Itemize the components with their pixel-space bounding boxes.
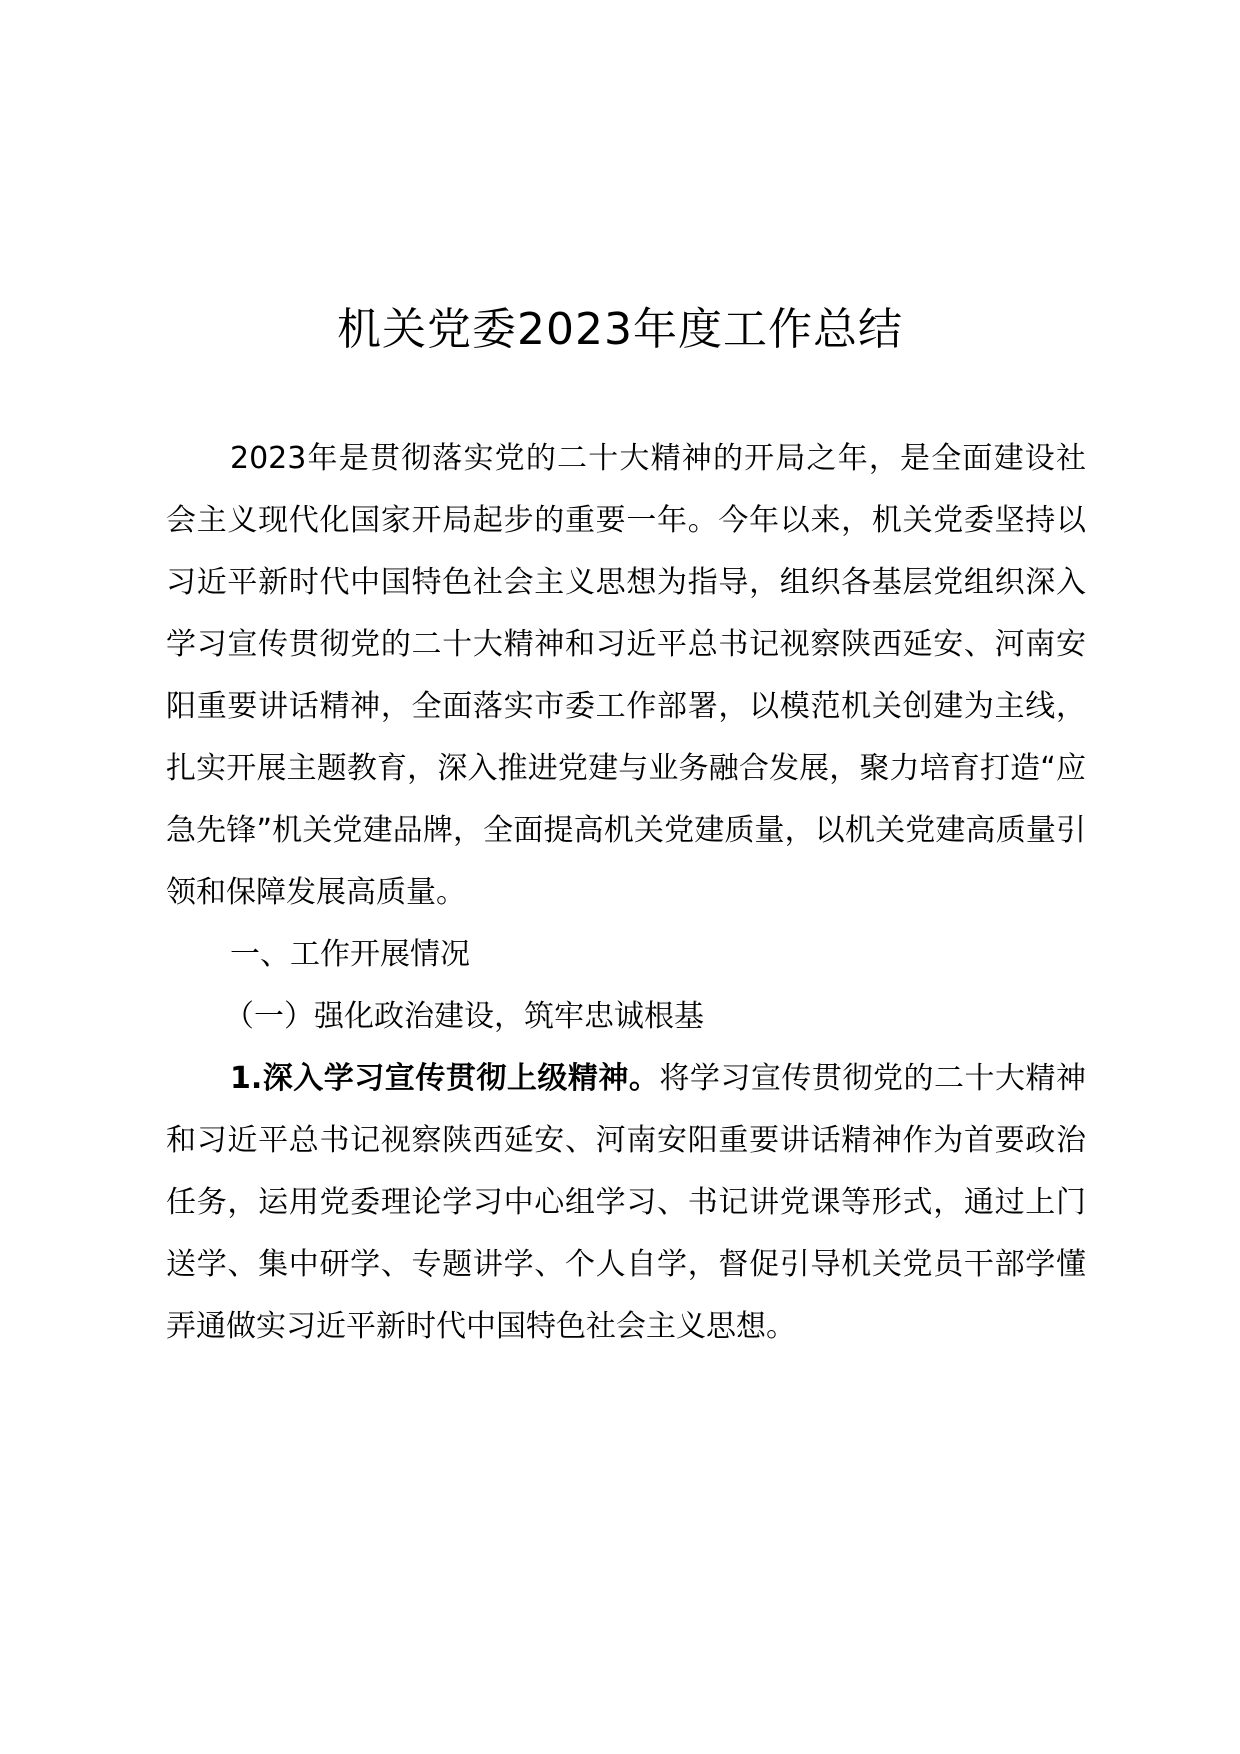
intro-paragraph: 2023年是贯彻落实党的二十大精神的开局之年，是全面建设社会主义现代化国家开局起步的重要一年。今年以来，机关党委坚持以习近平新时代中国特色社会主义思想为指导，组织各基层党组织深入学习宣传贯彻党的二十大精神和习近平总书记视察陕西延安、河南安阳重要讲话精神，全面落实市委工作部署，以模范机关创建为主线，扎实开展主题教育，深入推进党建与业务融合发展，聚力培育打造“应急先锋”机关党建品牌，全面提高机关党建质量，以机关党建高质量引领和保障发展高质量。 [166, 441, 1086, 910]
item-lead: 1.深入学习宣传贯彻上级精神。 [230, 1061, 660, 1096]
document-title: 机关党委2023年度工作总结 [337, 304, 903, 355]
item-paragraph [166, 1048, 1086, 1358]
document-body [166, 428, 1086, 1358]
item-body: 将学习宣传贯彻党的二十大精神和习近平总书记视察陕西延安、河南安阳重要讲话精神作为首要政治任务，运用党委理论学习中心组学习、书记讲党课等形式，通过上门送学、集中研学、专题讲学、个人自学，督促引导机关党员干部学懂弄通做实习近平新时代中国特色社会主义思想。 [166, 1061, 1086, 1344]
subsection-heading: （一）强化政治建设，筑牢忠诚根基 [224, 999, 704, 1034]
section-heading: 一、工作开展情况 [230, 937, 470, 972]
